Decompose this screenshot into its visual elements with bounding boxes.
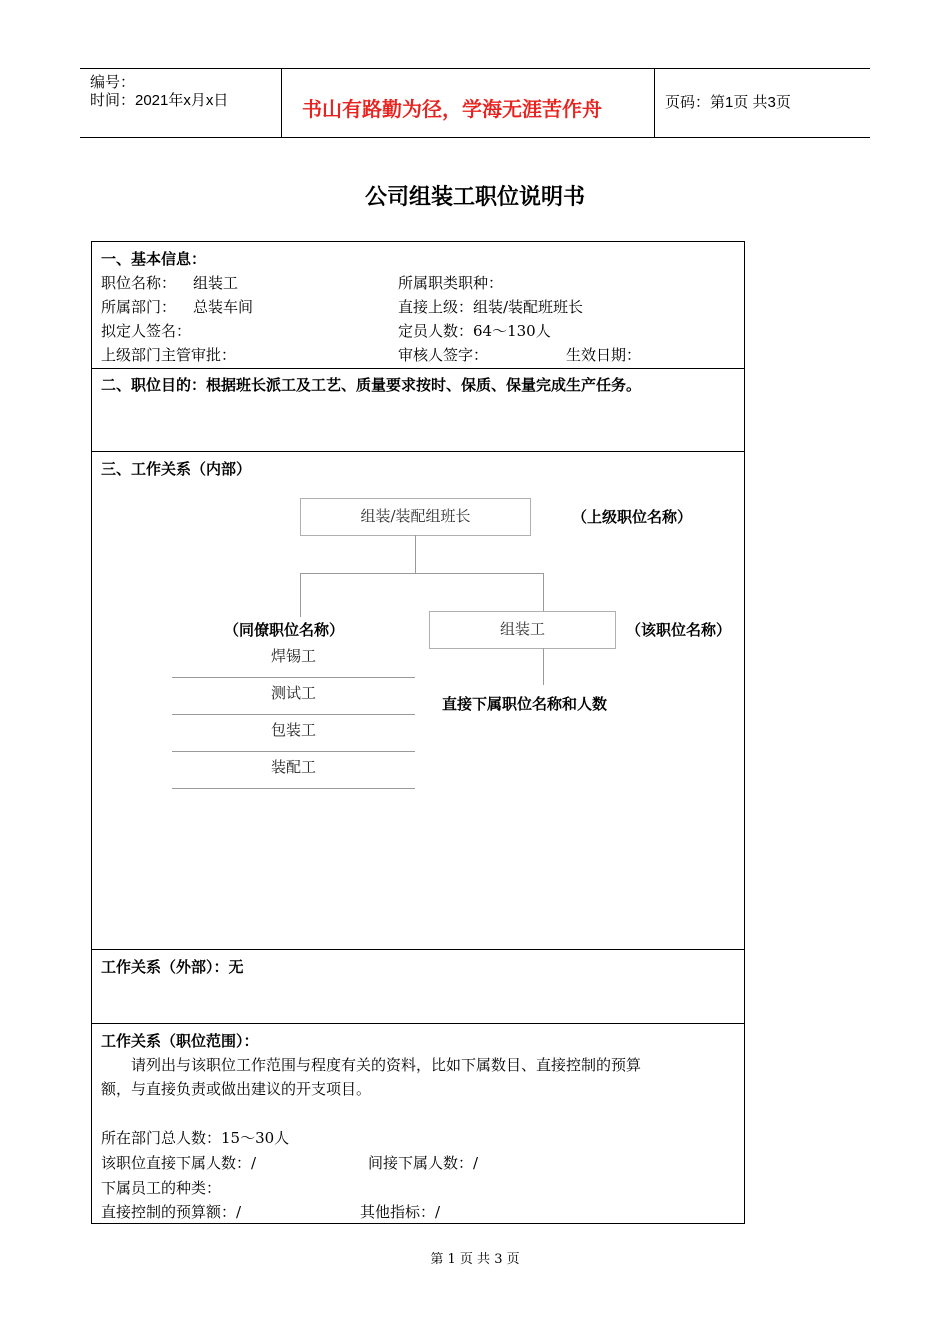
subordinate-caption: 直接下属职位名称和人数 (442, 695, 608, 713)
drafter-signature: 拟定人签名： (101, 322, 192, 340)
header-motto-cell (282, 69, 655, 137)
page-title: 公司组装工职位说明书 (364, 185, 585, 210)
org-connector (543, 648, 544, 685)
direct-subordinates: 该职位直接下属人数：/ (101, 1154, 257, 1172)
indirect-subordinates: 间接下属人数：/ (368, 1154, 479, 1172)
subordinate-types: 下属员工的种类： (101, 1179, 222, 1197)
effective-date: 生效日期： (566, 346, 642, 364)
peer-position: 包装工 (172, 715, 415, 752)
peer-position: 测试工 (172, 678, 415, 715)
peer-position: 装配工 (172, 752, 415, 789)
basic-info-heading: 一、基本信息： (101, 250, 207, 268)
scope-instruction-cont: 额，与直接负责或做出建议的开支项目。 (101, 1080, 372, 1098)
scope-section (91, 1024, 745, 1224)
dept-total-headcount: 所在部门总人数：15～30人 (101, 1129, 290, 1147)
motto: 书山有路勤为径，学海无涯苦作舟 (302, 97, 602, 121)
position-name-label: 职位名称： (101, 274, 177, 292)
internal-relations-heading: 三、工作关系（内部） (101, 460, 252, 478)
superior-caption: （上级职位名称） (572, 508, 693, 526)
org-connector (543, 573, 544, 611)
purpose-text: 二、职位目的：根据班长派工及工艺、质量要求按时、保质、保量完成生产任务。 (101, 376, 642, 394)
org-connector (300, 573, 543, 574)
budget-controlled: 直接控制的预算额：/ (101, 1203, 242, 1221)
purpose-section (91, 368, 745, 452)
header-meta-cell (80, 69, 282, 137)
self-position-box: 组装工 (429, 611, 616, 649)
dept-label: 所属部门： (101, 298, 177, 316)
org-connector (300, 573, 301, 617)
page-info: 页码：第1页 共3页 (665, 94, 791, 111)
scope-heading: 工作关系（职位范围）： (101, 1032, 259, 1050)
category-label: 所属职类职种： (398, 274, 504, 292)
document-date: 时间：2021年x月x日 (90, 92, 229, 109)
peer-caption: （同僚职位名称） (224, 621, 345, 639)
superior-position-box: 组装/装配组班长 (300, 498, 531, 536)
external-relations-text: 工作关系（外部）：无 (101, 958, 244, 976)
peer-position: 焊锡工 (172, 641, 415, 678)
page-footer: 第 1 页 共 3 页 (430, 1252, 520, 1267)
headcount: 定员人数：64～130人 (398, 322, 551, 340)
direct-superior: 直接上级：组装/装配班班长 (398, 298, 584, 316)
header-page-cell (655, 69, 870, 137)
dept-approval: 上级部门主管审批： (101, 346, 237, 364)
external-relations-section (91, 950, 745, 1024)
scope-instruction: 请列出与该职位工作范围与程度有关的资料，比如下属数目、直接控制的预算 (131, 1056, 642, 1074)
document-header (80, 68, 870, 138)
org-connector (415, 535, 416, 573)
dept-value: 总装车间 (193, 298, 254, 316)
document-number: 编号： (90, 74, 136, 91)
other-indicators: 其他指标：/ (360, 1203, 441, 1221)
position-name-value: 组装工 (193, 274, 239, 292)
reviewer-signature: 审核人签字： (398, 346, 489, 364)
basic-info-section (91, 241, 745, 369)
self-caption: （该职位名称） (626, 619, 735, 640)
